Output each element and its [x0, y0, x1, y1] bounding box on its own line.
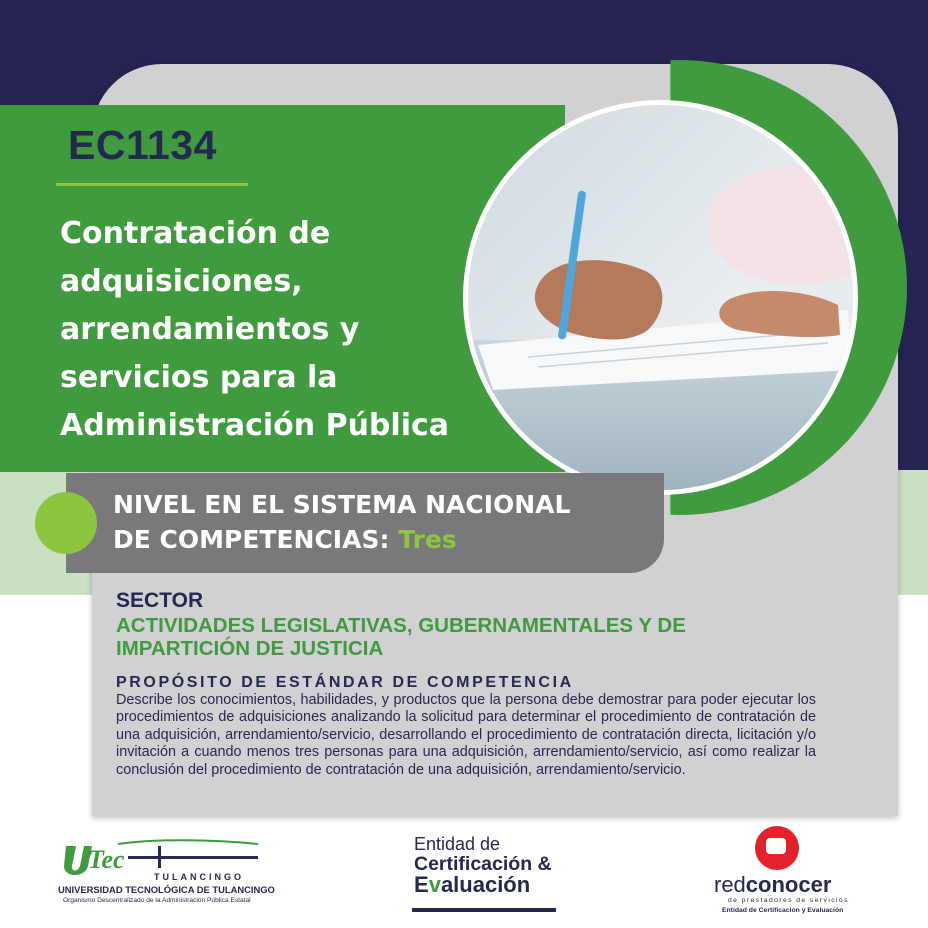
- utec-logo: [58, 838, 275, 908]
- conocer-mark-icon: [755, 826, 799, 870]
- level-line-1: NIVEL EN EL SISTEMA NACIONAL: [113, 490, 571, 519]
- level-text: [113, 487, 570, 557]
- title-line: servicios para la: [60, 360, 338, 395]
- code-underline: [56, 183, 248, 186]
- purpose-label: PROPÓSITO DE ESTÁNDAR DE COMPETENCIA: [116, 674, 574, 691]
- ece-v: v: [428, 872, 441, 897]
- ece-line-3: [414, 872, 530, 898]
- level-line-2: [113, 522, 570, 557]
- ece-rest: aluación: [440, 872, 531, 897]
- title-line: arrendamientos y: [60, 312, 360, 347]
- photo-illustration: [468, 105, 853, 490]
- title-line: adquisiciones,: [60, 264, 303, 299]
- sector-value: ACTIVIDADES LEGISLATIVAS, GUBERNAMENTALES Y DE IMPARTICIÓN DE JUSTICIA: [116, 614, 686, 660]
- level-value: Tres: [398, 525, 457, 554]
- svg-text:Tec: Tec: [88, 845, 125, 874]
- title-line: Administración Pública: [60, 408, 450, 443]
- ece-underline: [412, 908, 556, 912]
- standard-code: EC1134: [68, 122, 217, 168]
- title-line: Contratación de: [60, 216, 331, 251]
- sector-label: SECTOR: [116, 589, 204, 612]
- utec-name: UNIVERSIDAD TECNOLÓGICA DE TULANCINGO: [58, 884, 275, 895]
- level-dot: [35, 492, 97, 554]
- conocer-wordmark: [714, 872, 831, 898]
- conocer-sub-1: de prestadores de servicios: [728, 897, 849, 904]
- ece-line-1: Entidad de: [414, 834, 501, 854]
- conocer-word-light: red: [714, 872, 746, 897]
- utec-subtitle: Organismo Descentralizado de la Administración Pública Estatal: [63, 897, 251, 904]
- ece-logo: [412, 834, 562, 914]
- conocer-logo: [712, 826, 862, 918]
- utec-city: TULANCINGO: [154, 872, 244, 882]
- purpose-text: Describe los conocimientos, habilidades, y productos que la persona debe demostrar para poder ejecutar los procedimientos de adquisiciones analizando la solicitud para determinar el procedimiento de contratación de una adquisición, arrendamiento/servicio, desarrollando el procedimiento de contratación directa, licitación y/o invitación a cuando menos tres personas para una adquisición, arrendamiento/servicio, así como realizar la conclusión del procedimiento de contratación de una adquisición, arrendamiento/servicio.: [116, 692, 816, 778]
- conocer-sub-2: Entidad de Certificación y Evaluación: [722, 907, 844, 914]
- hand-writing-photo: [463, 100, 858, 495]
- conocer-word-bold: conocer: [745, 872, 832, 897]
- level-label: DE COMPETENCIAS:: [113, 525, 390, 554]
- ece-e: E: [414, 872, 429, 897]
- standard-title: [60, 210, 530, 450]
- ece-line-2: Certificación &: [414, 853, 552, 875]
